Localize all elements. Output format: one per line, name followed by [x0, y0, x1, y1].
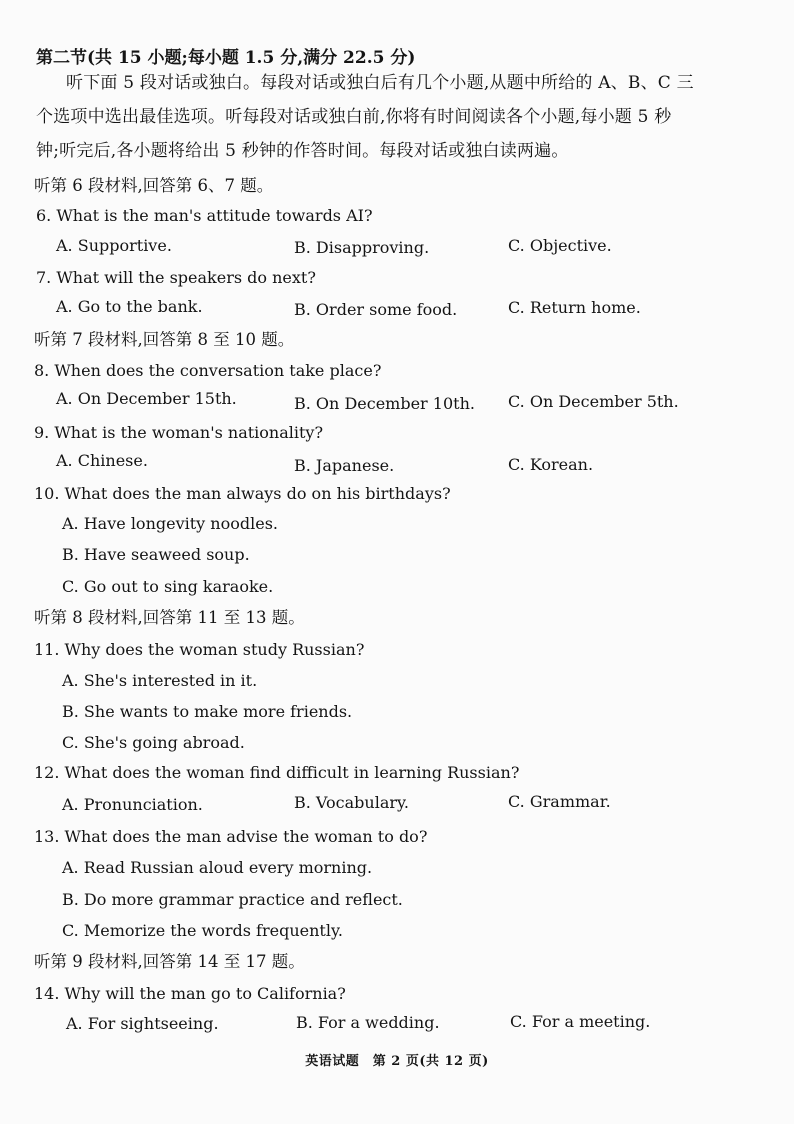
question-stem: 7. What will the speakers do next?	[36, 268, 316, 287]
option-c: C. Memorize the words frequently.	[62, 921, 343, 940]
option-a: A. She's interested in it.	[62, 671, 258, 690]
option-a: A. Chinese.	[56, 451, 148, 470]
option-a: A. Supportive.	[56, 236, 172, 255]
option-b: B. Order some food.	[294, 300, 458, 319]
option-b: B. Have seaweed soup.	[62, 545, 250, 564]
option-a: A. Read Russian aloud every morning.	[62, 858, 373, 877]
question-stem: 14. Why will the man go to California?	[34, 984, 346, 1003]
option-a: A. Pronunciation.	[62, 795, 203, 814]
option-b: B. Vocabulary.	[294, 793, 409, 812]
instruction-line-1: 听下面 5 段对话或独白。每段对话或独白后有几个小题,从题中所给的 A、B、C 三	[66, 73, 694, 93]
group-heading: 听第 8 段材料,回答第 11 至 13 题。	[34, 608, 305, 627]
group-heading: 听第 6 段材料,回答第 6、7 题。	[34, 176, 274, 195]
option-b: B. Japanese.	[294, 456, 395, 475]
question-stem: 9. What is the woman's nationality?	[34, 423, 324, 442]
option-c: C. She's going abroad.	[62, 733, 245, 752]
instruction-line-2: 个选项中选出最佳选项。听每段对话或独白前,你将有时间阅读各个小题,每小题 5 秒	[36, 107, 672, 127]
section-title: 第二节(共 15 小题;每小题 1.5 分,满分 22.5 分)	[36, 48, 416, 68]
question-stem: 10. What does the man always do on his birthdays?	[34, 484, 451, 503]
question-stem: 8. When does the conversation take place?	[34, 361, 382, 380]
question-stem: 12. What does the woman find difficult in learning Russian?	[34, 763, 520, 782]
question-stem: 13. What does the man advise the woman to do?	[34, 827, 428, 846]
option-c: C. For a meeting.	[510, 1012, 651, 1031]
option-c: C. Objective.	[508, 236, 612, 255]
group-heading: 听第 9 段材料,回答第 14 至 17 题。	[34, 952, 305, 971]
instruction-line-3: 钟;听完后,各小题将给出 5 秒钟的作答时间。每段对话或独白读两遍。	[36, 141, 569, 161]
option-a: A. For sightseeing.	[66, 1014, 219, 1033]
option-a: A. On December 15th.	[56, 389, 237, 408]
option-c: C. Go out to sing karaoke.	[62, 577, 274, 596]
option-b: B. On December 10th.	[294, 394, 475, 413]
option-c: C. Korean.	[508, 455, 594, 474]
question-stem: 11. Why does the woman study Russian?	[34, 640, 365, 659]
option-a: A. Go to the bank.	[56, 297, 203, 316]
group-heading: 听第 7 段材料,回答第 8 至 10 题。	[34, 330, 295, 349]
option-b: B. She wants to make more friends.	[62, 702, 353, 721]
option-b: B. For a wedding.	[296, 1013, 440, 1032]
option-a: A. Have longevity noodles.	[62, 514, 278, 533]
question-stem: 6. What is the man's attitude towards AI?	[36, 206, 373, 225]
option-c: C. On December 5th.	[508, 392, 679, 411]
option-b: B. Do more grammar practice and reflect.	[62, 890, 403, 909]
option-c: C. Grammar.	[508, 792, 611, 811]
option-c: C. Return home.	[508, 298, 641, 317]
option-b: B. Disapproving.	[294, 238, 430, 257]
page-footer: 英语试题 第 2 页(共 12 页)	[305, 1054, 489, 1069]
